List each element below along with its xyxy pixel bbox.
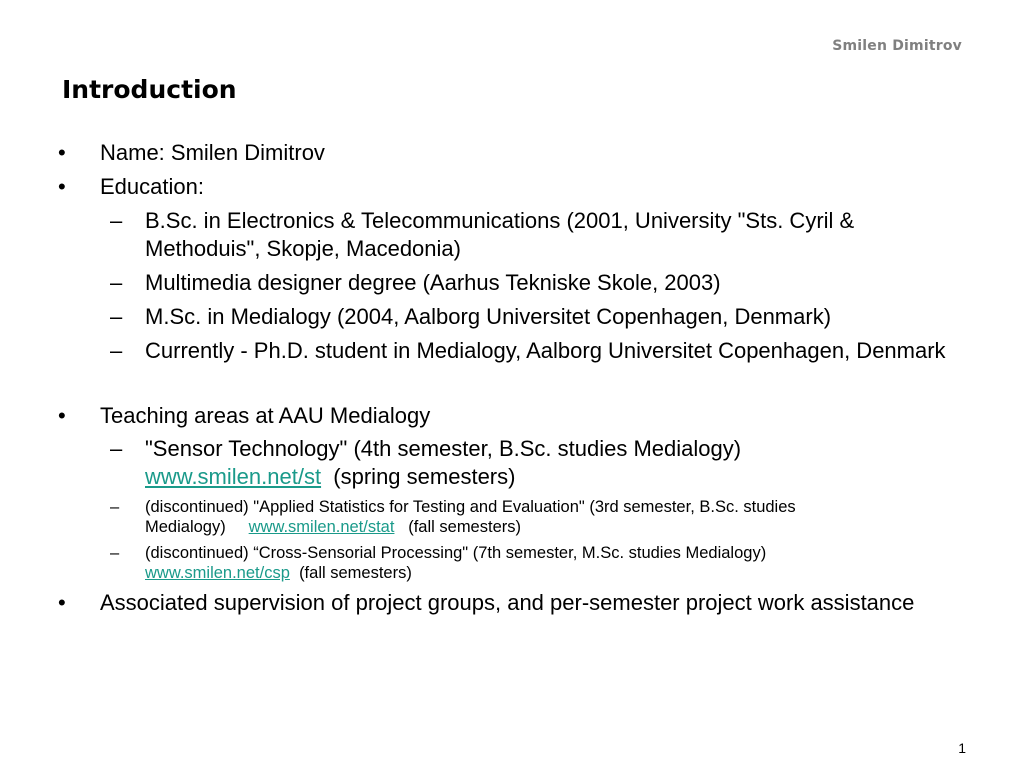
teaching-item-cross-sensorial — [58, 543, 958, 583]
slide-body — [58, 139, 958, 617]
dash-marker: – — [110, 270, 123, 295]
bullet-name — [58, 139, 958, 167]
dash-marker: – — [110, 304, 123, 329]
link-csp[interactable]: www.smilen.net/csp — [145, 564, 290, 582]
header-author: Smilen Dimitrov — [832, 38, 962, 54]
link-stat[interactable]: www.smilen.net/stat — [248, 518, 395, 536]
education-item-text: M.Sc. in Medialogy (2004, Aalborg Universitet Copenhagen, Denmark) — [145, 304, 832, 329]
bullet-marker: • — [58, 140, 66, 165]
education-item-text: Multimedia designer degree (Aarhus Tekniske Skole, 2003) — [145, 270, 721, 295]
education-item — [58, 303, 958, 331]
teaching-item-text: "Sensor Technology" (4th semester, B.Sc. studies Medialogy) — [145, 436, 742, 461]
bullet-education — [58, 173, 958, 201]
bullet-text: Teaching areas at AAU Medialogy — [100, 403, 431, 428]
bullet-text: Associated supervision of project groups, and per-semester project work assistance — [100, 590, 915, 615]
bullet-marker: • — [58, 403, 66, 428]
teaching-item-text: (discontinued) “Cross-Sensorial Processing" (7th semester, M.Sc. studies Medialogy) — [145, 544, 767, 562]
page-number: 1 — [958, 740, 966, 756]
education-item — [58, 269, 958, 297]
bullet-marker: • — [58, 174, 66, 199]
bullet-marker: • — [58, 590, 66, 615]
dash-marker: – — [110, 208, 123, 233]
dash-marker: – — [110, 338, 123, 363]
education-item — [58, 337, 958, 365]
education-item-text: Currently - Ph.D. student in Medialogy, Aalborg Universitet Copenhagen, Denmark — [145, 338, 946, 363]
dash-marker: – — [110, 436, 123, 461]
teaching-item-suffix: (spring semesters) — [333, 464, 516, 489]
bullet-supervision — [58, 589, 958, 617]
teaching-item-applied-statistics — [58, 497, 958, 537]
link-st[interactable]: www.smilen.net/st — [145, 464, 322, 489]
teaching-item-suffix: (fall semesters) — [408, 518, 521, 536]
dash-marker: – — [110, 544, 120, 562]
education-item-text: B.Sc. in Electronics & Telecommunications (2001, University "Sts. Cyril & Methoduis", Skopje, Macedonia) — [145, 208, 855, 261]
teaching-item-sensor-technology — [58, 435, 958, 491]
slide-title: Introduction — [62, 75, 237, 104]
teaching-item-text: (discontinued) "Applied Statistics for Testing and Evaluation" (3rd semester, B.Sc. studies Medialogy) — [145, 498, 796, 536]
education-item — [58, 207, 958, 263]
bullet-text: Name: Smilen Dimitrov — [100, 140, 325, 165]
dash-marker: – — [110, 498, 120, 516]
teaching-item-suffix: (fall semesters) — [299, 564, 412, 582]
bullet-text: Education: — [100, 174, 204, 199]
bullet-teaching — [58, 402, 958, 430]
